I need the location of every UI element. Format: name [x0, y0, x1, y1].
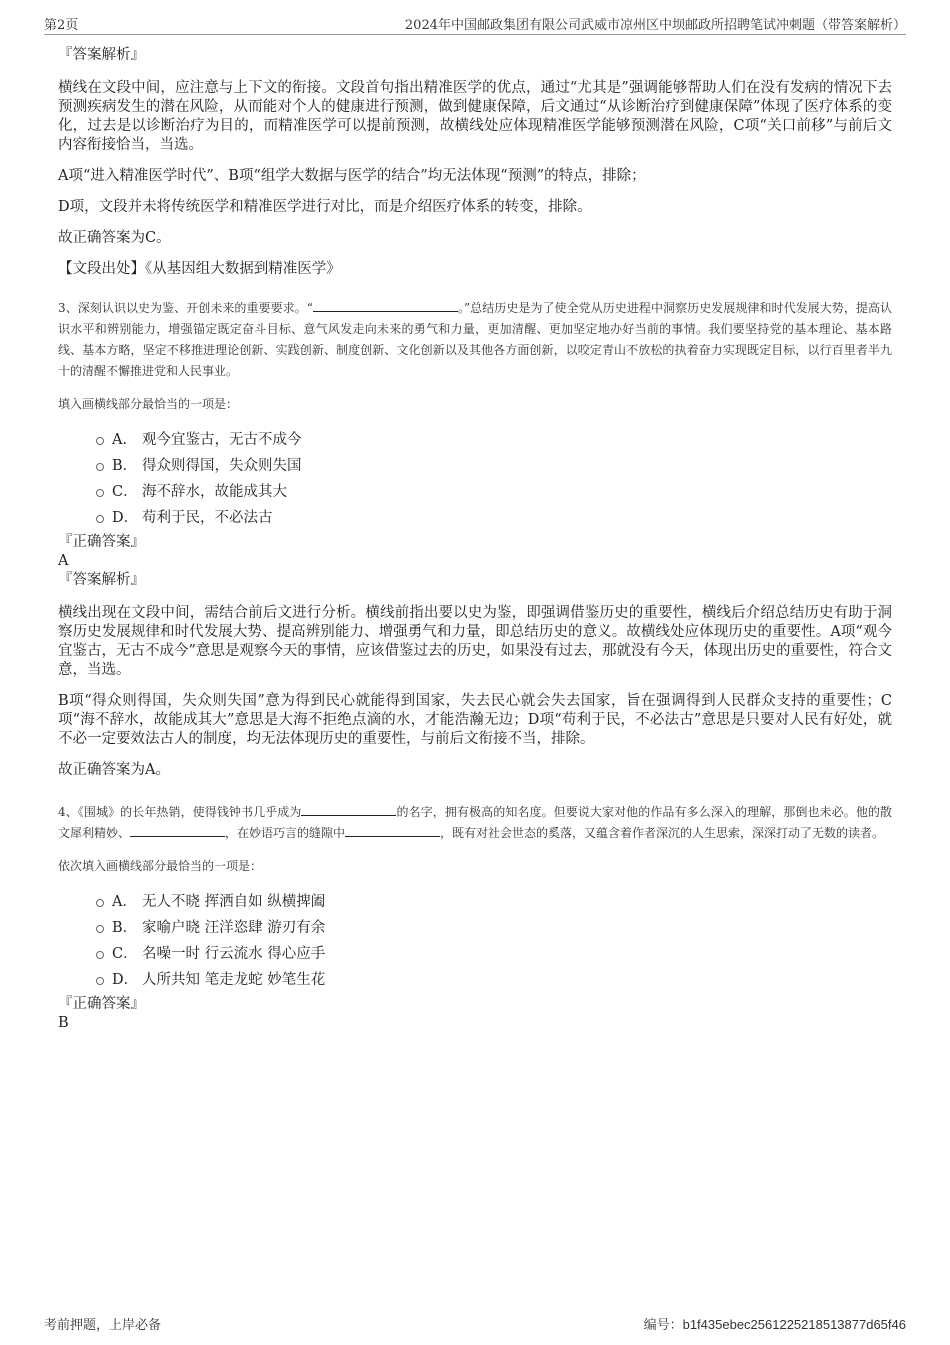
question-4-prompt: 依次填入画横线部分最恰当的一项是：: [58, 859, 263, 873]
option-a[interactable]: A． 观今宜鉴古，无古不成今: [96, 425, 892, 451]
answer-heading: 『正确答案』: [58, 996, 145, 1012]
answer-blank: [301, 803, 396, 816]
page-footer: [44, 1314, 906, 1332]
radio-icon[interactable]: [96, 925, 104, 933]
radio-icon[interactable]: [96, 899, 104, 907]
document-title: 2024年中国邮政集团有限公司武威市凉州区中坝邮政所招聘笔试冲刺题（带答案解析）: [404, 18, 906, 33]
correct-answer: A: [58, 553, 69, 569]
answer-heading: 『正确答案』: [58, 534, 145, 550]
question-3-options: [96, 425, 892, 529]
page-header: [44, 14, 906, 35]
question-3-prompt: 填入画横线部分最恰当的一项是：: [58, 397, 239, 411]
document-code: 编号：b1f435ebec2561225218513877d65f46: [643, 1317, 906, 1333]
correct-answer: B: [58, 1015, 69, 1031]
analysis-paragraph: 横线在文段中间，应注意与上下文的衔接。文段首句指出精准医学的优点，通过“尤其是”强调能够帮助人们在没有发病的情况下去预测疾病发生的潜在风险，从而能对个人的健康进行预测，做到健康保障，后文通过“从诊断治疗到健康保障”体现了医疗体系的变化，过去是以诊断治疗为目的，而精准医学可以提前预测，故横线处应体现精准医学能够预测潜在风险，C项“关口前移”与前后文内容衔接恰当，当选。: [58, 80, 892, 153]
option-d[interactable]: D． 苟利于民，不必法古: [96, 503, 892, 529]
option-c[interactable]: C． 名噪一时 行云流水 得心应手: [96, 939, 892, 965]
page-number: 第2页: [44, 18, 79, 33]
answer-blank: [313, 299, 458, 312]
answer-blank: [345, 824, 440, 837]
radio-icon[interactable]: [96, 515, 104, 523]
question-3-stem: 3、深刻认识以史为鉴、开创未来的重要要求。“ 。”总结历史是为了使全党从历史进程中洞察历史发展规律和时代发展大势，提高认识水平和辨别能力，增强锚定既定奋斗目标、意气风发走向未来的勇气和力量，更加清醒、更加坚定地办好当前的事情。我们要坚持党的基本理论、基本路线、基本方略，坚定不移推进理论创新、实践创新、制度创新、文化创新以及其他各方面创新，以咬定青山不放松的执着奋力实现既定目标，以行百里者半九十的清醒不懈推进党和人民事业。: [58, 301, 892, 378]
option-d[interactable]: D． 人所共知 笔走龙蛇 妙笔生花: [96, 965, 892, 991]
analysis-heading: 『答案解析』: [58, 47, 145, 63]
radio-icon[interactable]: [96, 437, 104, 445]
analysis-paragraph: B项“得众则得国，失众则失国”意为得到民心就能得到国家，失去民心就会失去国家，旨在强调得到人民群众支持的重要性；C项“海不辞水，故能成其大”意思是大海不拒绝点滴的水，才能浩瀚无边；D项“苟利于民，不必法古”意思是只要对人民有好处，就不必一定要效法古人的制度，均无法体现历史的重要性，与前后文衔接不当，排除。: [58, 693, 892, 747]
analysis-paragraph: A项“进入精准医学时代”、B项“组学大数据与医学的结合”均无法体现“预测”的特点，排除；: [58, 168, 646, 184]
radio-icon[interactable]: [96, 489, 104, 497]
option-c[interactable]: C． 海不辞水，故能成其大: [96, 477, 892, 503]
option-b[interactable]: B． 家喻户晓 汪洋恣肆 游刃有余: [96, 913, 892, 939]
question-4-stem: 4、《围城》的长年热销，使得钱钟书几乎成为 的名字，拥有极高的知名度。但要说大家对他的作品有多么深入的理解，那倒也未必。他的散文犀利精妙、 ，在妙语巧言的缝隙中 ，既有对社会世态的奚落，又蕴含着作者深沉的人生思索，深深打动了无数的读者。: [58, 805, 892, 840]
radio-icon[interactable]: [96, 463, 104, 471]
option-b[interactable]: B． 得众则得国，失众则失国: [96, 451, 892, 477]
analysis-paragraph: D项，文段并未将传统医学和精准医学进行对比，而是介绍医疗体系的转变，排除。: [58, 199, 592, 215]
option-a[interactable]: A． 无人不晓 挥洒自如 纵横捭阖: [96, 887, 892, 913]
radio-icon[interactable]: [96, 951, 104, 959]
page-content: [58, 46, 892, 1033]
analysis-heading: 『答案解析』: [58, 572, 145, 588]
radio-icon[interactable]: [96, 977, 104, 985]
analysis-conclusion: 故正确答案为A。: [58, 762, 170, 778]
analysis-paragraph: 横线出现在文段中间，需结合前后文进行分析。横线前指出要以史为鉴，即强调借鉴历史的重要性，横线后介绍总结历史有助于洞察历史发展规律和时代发展大势、提高辨别能力、增强勇气和力量，即总结历史的意义。故横线处应体现历史的重要性。A项“观今宜鉴古，无古不成今”意思是观察今天的事情，应该借鉴过去的历史，如果没有过去，那就没有今天，体现出历史的重要性，符合文意，当选。: [58, 605, 892, 678]
answer-blank: [130, 824, 225, 837]
source-citation: 【文段出处】《从基因组大数据到精准医学》: [58, 261, 341, 277]
analysis-conclusion: 故正确答案为C。: [58, 230, 171, 246]
question-4-options: [96, 887, 892, 991]
footer-slogan: 考前押题，上岸必备: [44, 1318, 162, 1333]
